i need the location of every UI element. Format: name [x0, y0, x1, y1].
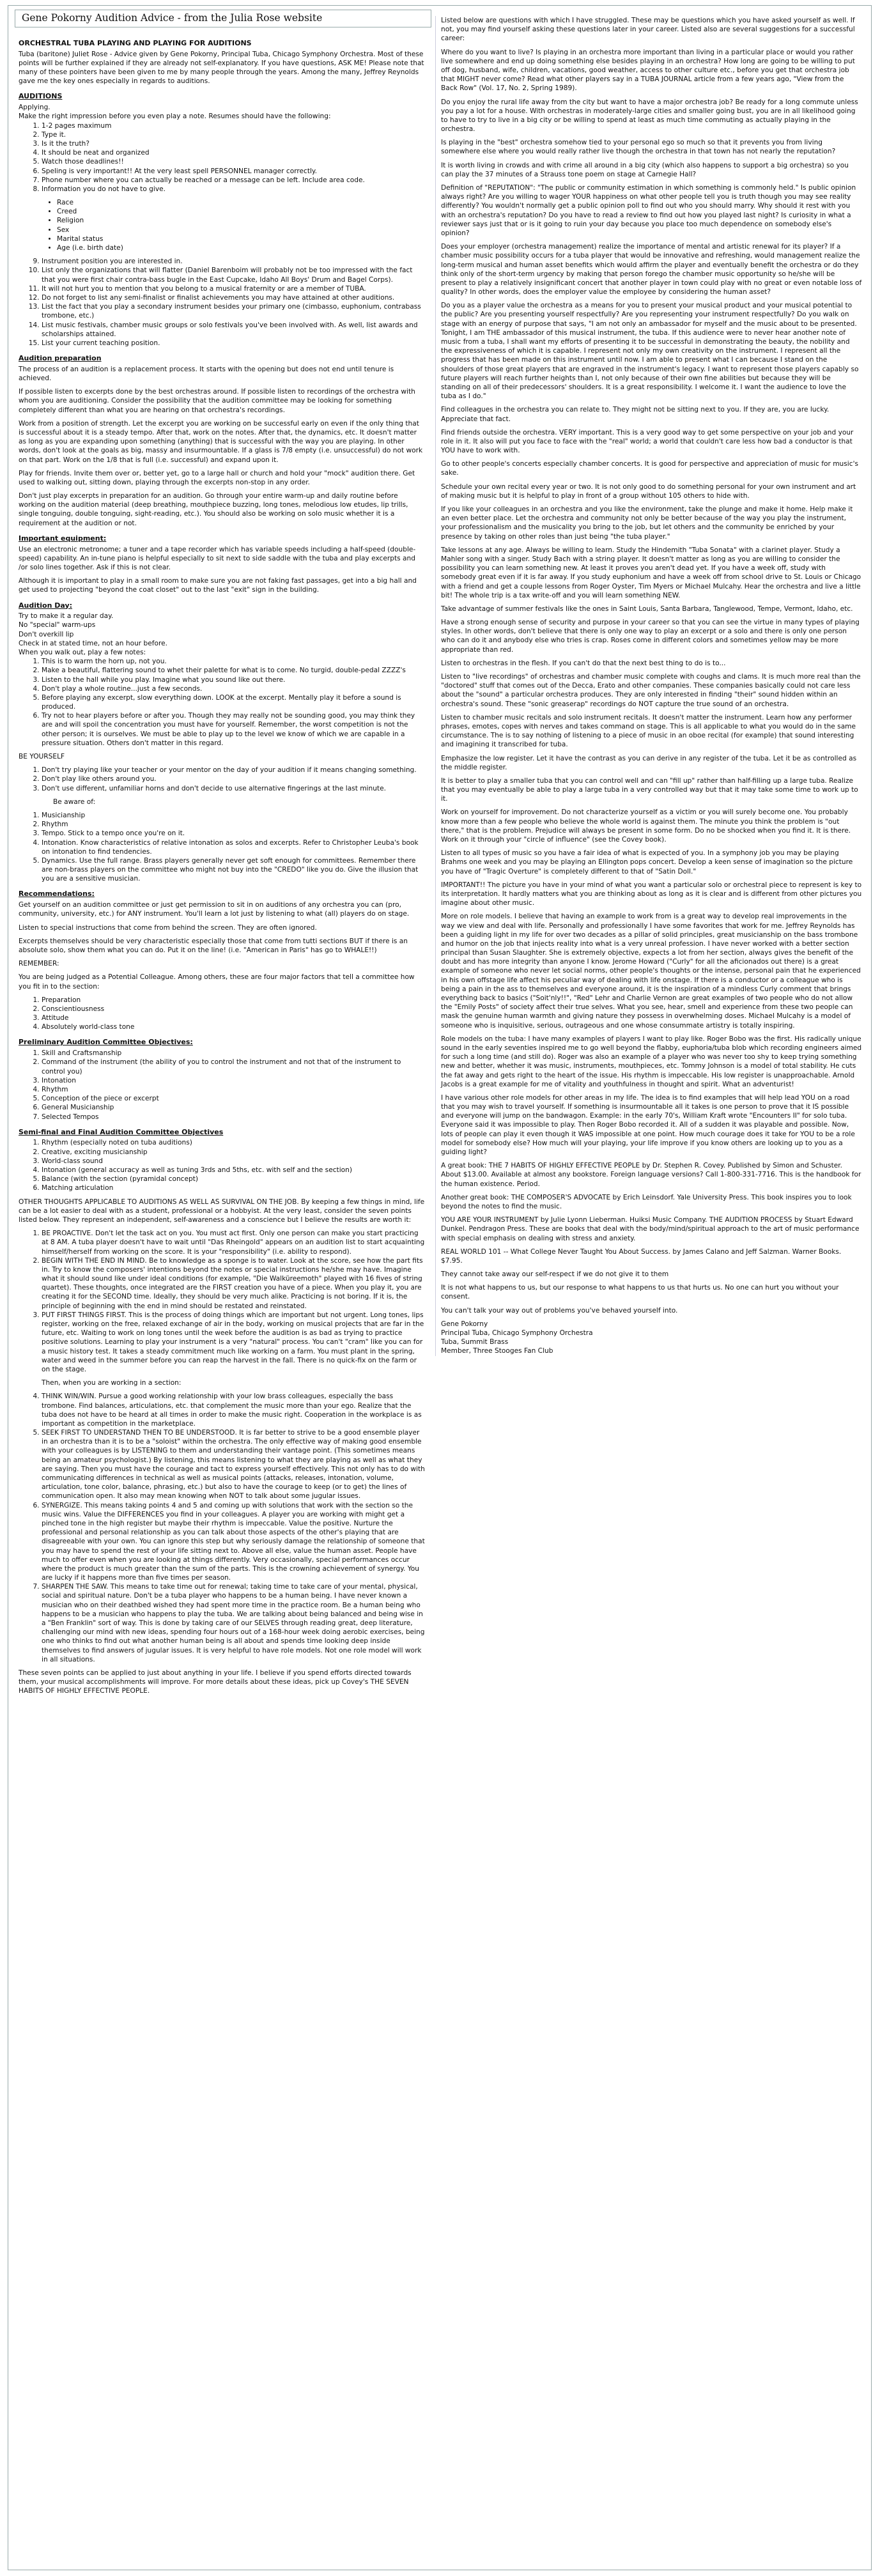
- paragraph: If you like your colleagues in an orchestra and you like the environment, take the plunge and make it home. Help make it an even better place. Let the orchestra and community not only be better because of the way you play the instrument, your professionalism and the musicality you bring to the job, but let others and the community be enriched by your presence by taking on other roles than just being "the tuba player.": [441, 505, 853, 541]
- list-item: 2. Rhythm: [42, 820, 426, 829]
- semifinal-heading: Semi-final and Final Audition Committee Objectives: [19, 1127, 224, 1136]
- signature-line: Gene Pokorny: [441, 1320, 488, 1328]
- paragraph: Work from a position of strength. Let the excerpt you are working on be successful early on even if the only thing that is successful about it is a steady tempo. After that, work on the notes. After that, the dynamics, etc. It doesn't matter as long as you are expanding upon something (anything) that is successful with the way you are playing. In other words, don't look at the goals as big, massy and insurmountable. If a glass is 7/8 empty (i.e. unsuccessful) do not work on that part. Work on the 1/8 that is full (i.e. successful) and expand upon it.: [19, 419, 423, 464]
- recommendations-heading: Recommendations:: [19, 890, 95, 899]
- list-item: 5. Before playing any excerpt, slow everything down. LOOK at the excerpt. Mentally play it before a sound is produced.: [42, 693, 426, 711]
- paragraph: Do you enjoy the rural life away from the city but want to have a major orchestra job? Be ready for a long commute unless you pay a lot for a house. With orchestras in moderately-large cities and smaller going bust, you are in all likelihood going to have to try to live in a big city or be willing to spend at least as much time commuting as actually playing in the orchestra.: [441, 98, 858, 134]
- resume-list: [19, 121, 426, 194]
- list-item: 6. Speling is very important!! At the very least spell PERSONNEL manager correctly.: [42, 167, 426, 176]
- seven-points-list: [19, 1229, 426, 1374]
- semifinal-list: [19, 1138, 426, 1192]
- paragraph: Listen to all types of music so you have a fair idea of what is expected of you. In a symphony job you may be playing Brahms one week and you may be playing an Ellington pops concert. Develop a keen sense of imagination so the picture you have of "Tragic Overture" is completely different to that of "Satin Doll.": [441, 849, 853, 875]
- resume-list-continued: [19, 257, 426, 348]
- list-item: 6. SYNERGIZE. This means taking points 4 and 5 and coming up with solutions that work with the section so the music wins. Value the DIFFERENCES you find in your colleagues. A player you are working with might get a pinched tone in the high register but maybe their rhythm is impeccable. Value the positive. Nurture the professional and personal relationship as you can talk about those aspects of the other's playing that are disagreeable with your own. You can ignore this step but why seriously damage the relationship of someone that you may have to spend the rest of your life sitting next to. Above all else, value the human asset. People have much to offer even when you are looking at things differently. Very occasionally, special performances occur where the product is much greater than the sum of the parts. This is the crowning achievement of synergy. You are lucky if it happens more than five times per season.: [42, 1501, 426, 1583]
- auditions-heading: AUDITIONS: [19, 92, 63, 101]
- paragraph: It is better to play a smaller tuba that you can control well and can "fill up" rather than half-filling up a large tuba. Realize that you may eventually be able to play a large tuba in a very controlled way but that it may take some time to work up to it.: [441, 776, 858, 803]
- list-item: 2. Creative, exciting musicianship: [42, 1148, 426, 1157]
- list-item: 1. BE PROACTIVE. Don't let the task act on you. You must act first. Only one person can make you start practicing at 8 AM. A tuba player doesn't have to wait until "Das Rheingold" appears on an audition list to start acquainting himself/herself from working on the score. It is your "responsibility" (i.e. ability to respond).: [42, 1229, 426, 1256]
- list-item: 3. Listen to the hall while you play. Imagine what you sound like out there.: [42, 675, 426, 684]
- paragraph: Listen to orchestras in the flesh. If you can't do that the next best thing to do is to...: [441, 659, 726, 667]
- list-item: 3. Is it the truth?: [42, 139, 426, 148]
- be-yourself-list: [19, 766, 426, 793]
- list-item: • Sex: [57, 226, 426, 235]
- other-thoughts-paragraph: OTHER THOUGHTS APPLICABLE TO AUDITIONS AS WELL AS SURVIVAL ON THE JOB. By keeping a few things in mind, life can be a lot easier to deal with as a student, professional or a hobbyist. At the very least, consider the seven points listed below. They represent an independent, self-awareness and a conscience but I believe the results are worth it:: [19, 1198, 425, 1224]
- list-item: 7. SHARPEN THE SAW. This means to take time out for renewal; taking time to take care of your mental, physical, social and spiritual nature. Don't be a tuba player who happens to be a human being. I have never known a musician who on their deathbed wished they had spent more time in the practice room. Be a human being who happens to be a musician who happens to play the tuba. We are talking about being balanced and being wise in a "Ben Franklin" sort of way. This is done by taking care of our SELVES through reading great, deep literature, challenging our mind with new ideas, spending four hours out of a 168-hour week doing aerobic exercises, being one who thinks to find out what another human being is all about and spends time looking deep inside themselves to find answers of jugular issues. It is very helpful to have role models. Not one role model will work in all situations.: [42, 1582, 426, 1664]
- aware-label: Be aware of:: [53, 798, 96, 806]
- list-item: 5. Watch those deadlines!!: [42, 157, 426, 166]
- paragraph: Role models on the tuba: I have many examples of players I want to play like. Roger Bobo was the first. His radically unique sound in the early seventies inspired me to go well beyond the flabby, euphoria/tuba blob which recording engineers aimed for such a long time (and still do). Roger was also an example of a player who was never too shy to keep trying something new and better, whether it was music, instruments, mouthpieces, etc. Tommy Johnson is a model of total stability. He cuts the fat away and gets right to the heart of the issue. His rhythm is impeccable. His low register is unapproachable. Arnold Jacobs is a great example for me of vitality and youthfulness in thought and spirit. What an adventurist!: [441, 1035, 862, 1088]
- list-item: 4. Absolutely world-class tone: [42, 1022, 426, 1031]
- paragraph: Go to other people's concerts especially chamber concerts. It is good for perspective and appreciation of music for music's sake.: [441, 460, 858, 477]
- list-item: 5. Conception of the piece or excerpt: [42, 1094, 426, 1103]
- be-yourself-label: BE YOURSELF: [19, 753, 65, 761]
- audition-day-heading: Audition Day:: [19, 601, 73, 610]
- list-item: 2. BEGIN WITH THE END IN MIND. Be to knowledge as a sponge is to water. Look at the score, see how the part fits in. Try to know the composers' intentions beyond the notes or special instructions he/she may have. Imagine what it should sound like under ideal conditions (for example, "Die Walküreemoth" played with 16 fives of string quartet). These thoughts, once integrated are the FIRST creation you have of a piece. When you play it, you are creating it for the SECOND time. Ideally, they should be very much alike. Practicing is not boring. If it is, the principle of beginning with the end in mind should be restated and reinstated.: [42, 1256, 426, 1311]
- list-item: • Race: [57, 198, 426, 207]
- list-item: 4. Intonation. Know characteristics of relative intonation as solos and excerpts. Refer to Christopher Leuba's book on intonation to find tendencies.: [42, 838, 426, 856]
- four-factors-list: [19, 996, 426, 1032]
- list-item: 5. Balance (with the section (pyramidal concept): [42, 1175, 426, 1184]
- preliminary-list: [19, 1049, 426, 1122]
- paragraph: The process of an audition is a replacement process. It starts with the opening but does not end until tenure is achieved.: [19, 365, 394, 383]
- list-item: • Religion: [57, 216, 426, 225]
- list-item: 1. Musicianship: [42, 811, 426, 820]
- list-item: 3. Intonation: [42, 1076, 426, 1085]
- list-item: 13. List the fact that you play a secondary instrument besides your primary one (cimbasso, euphonium, contrabass trombone, etc.): [42, 302, 426, 320]
- list-item: • Creed: [57, 207, 426, 216]
- list-item: 7. Phone number where you can actually be reached or a message can be left. Include area code.: [42, 176, 426, 185]
- paragraph: Don't just play excerpts in preparation for an audition. Go through your entire warm-up and daily routine before working on the audition material (deep breathing, mouthpiece buzzing, long tones, melodious low etudes, lip trills, single tonguing, double tonguing, sight-reading, etc.). You should also be working on solo music whether it is a requirement at the audition or not.: [19, 492, 408, 527]
- list-item: 4. It should be neat and organized: [42, 148, 426, 157]
- paragraph: You can't talk your way out of problems you've behaved yourself into.: [441, 1306, 678, 1315]
- list-item: 5. SEEK FIRST TO UNDERSTAND THEN TO BE UNDERSTOOD. It is far better to strive to be a good ensemble player in an orchestra than it is to be a "soloist" within the orchestra. The only effective way of making good ensemble with your colleagues is by LISTENING to them and understanding their vantage point. (This sometimes means being an amateur psychologist.) By listening, this means listening to what they are playing as well as what they are saying. Then you must have the courage and tact to express yourself effectively. This not only has to do with communicating differences in technical as well as musical points (attacks, releases, intonation, volume, articulation, tone color, balance, phrasing, etc.) but also to have the courage to keep (or to get) the lines of communication open. It also may mean knowing when NOT to talk about some jugular issues.: [42, 1428, 426, 1501]
- list-item: 12. Do not forget to list any semi-finalist or finalist achievements you may have attained at other auditions.: [42, 293, 426, 302]
- left-column: [13, 33, 431, 1701]
- list-item: 1. 1-2 pages maximum: [42, 121, 426, 130]
- day-line: No "special" warm-ups: [19, 621, 96, 629]
- paragraph: More on role models. I believe that having an example to work from is a great way to develop real improvements in the way we view and deal with life. Personally and professionally I have some favorites that work for me. Jeffrey Reynolds has been a guiding light in my life for over two decades as a pillar of solid principles, great musicianship on the bass trombone and humor on the job that injects reality into what is a very unreal profession. I have never worked with a better section principal than Susan Slaughter. She is extremely objective, expects a lot from her section, always gives the benefit of the doubt and has more integrity than anyone I know. Jerome Howard ("Curly" for all the aficionados out there) is a great example of someone who never let social norms, other people's thoughts or the intense, personal pain that he experienced in his own offstage life affect his peculiar way of dealing with life onstage. If there is a conductor or a colleague who is being a pain in the ass to themselves and everyone around, it is the inspiration of a mindless Curly comment that brings everything back to basics ("Soit'nly!!", "Red" Lehr and Charlie Vernon are great examples of two people who do not allow the "Emily Posts" of society affect their true selves. What you see, hear, smell and experience from these two people can mask the genuine human warmth and giving nature they possess in overwhelming doses. Michael Mulcahy is a model of someone who is inquisitive, serious, outrageous and one whose consummate artistry is totally inspiring.: [441, 913, 861, 1030]
- remember-label: REMEMBER:: [19, 960, 59, 968]
- list-item: 15. List your current teaching position.: [42, 339, 426, 348]
- paragraph: You are being judged as a Potential Colleague. Among others, these are four major factors that tell a committee how you fit in to the section:: [19, 973, 415, 991]
- list-item: 4. Rhythm: [42, 1085, 426, 1094]
- list-item: 6. Matching articulation: [42, 1184, 426, 1192]
- paragraph: I have various other role models for other areas in my life. The idea is to find examples that will help lead YOU on a road that you may wish to travel yourself. If something is insurmountable all it takes is one person to prove that it IS possible and everyone will jump on the bandwagon. Example: in the early 70's, William Kraft wrote "Encounters II" for solo tuba. Everyone said it was impossible to play. Then Roger Bobo recorded it. All of a sudden it was playable and possible. Now, lots of people can play it even though it WAS impossible at one point. How much courage does it take for YOU to be a role model for somebody else? How much will your playing, your life improve if you know others are looking up to you as a guiding light?: [441, 1093, 855, 1156]
- list-item: 3. Tempo. Stick to a tempo once you're on it.: [42, 829, 426, 838]
- paragraph: YOU ARE YOUR INSTRUMENT by Julie Lyonn Lieberman. Huiksi Music Company. THE AUDITION PROCESS by Stuart Edward Dunkel. Pendragon Press. These are books that deal with the body/mind/spiritual approach to the art of music performance with special emphasis on dealing with stress and anxiety.: [441, 1216, 860, 1242]
- paragraph: Listen to "live recordings" of orchestras and chamber music complete with coughs and clams. It is much more real than the "doctored" stuff that comes out of the Decca, Erato and other companies. These companies basically could not care less about the "sound" a particular orchestra produces. They are only interested in finding "their" sound hidden within an orchestra's sound. These "sonic greaserap" recordings do NOT capture the true sound of an orchestra.: [441, 673, 861, 708]
- signature-line: Tuba, Summit Brass: [441, 1338, 509, 1346]
- list-item: 4. Don't play a whole routine...just a few seconds.: [42, 684, 426, 693]
- applying-sub: Make the right impression before you even play a note. Resumes should have the following:: [19, 112, 331, 121]
- paragraph: IMPORTANT!! The picture you have in your mind of what you want a particular solo or orchestral piece to represent is key to its interpretation. It hardly matters what you are thinking about as long as it is clear and is different from other pictures you imagine about other music.: [441, 881, 862, 907]
- list-item: 1. Rhythm (especially noted on tuba auditions): [42, 1138, 426, 1147]
- paragraph: Where do you want to live? Is playing in an orchestra more important than living in a particular place or would you rather live somewhere and end up doing something else besides playing in an orchestra? How long are going to be willing to put off dog, husband, wife, children, vacations, good weather, access to other culture etc., before you get that orchestra job that MIGHT never come? Read what other players say in a TUBA JOURNAL article from a few years ago, "View from the Back Row" (Vol. 17, No. 2, Spring 1989).: [441, 48, 855, 93]
- paragraph: Find colleagues in the orchestra you can relate to. They might not be sitting next to you. If they are, you are lucky. Appreciate that fact.: [441, 406, 830, 423]
- paragraph: Do you as a player value the orchestra as a means for you to present your musical product and your musical potential to the public? Are you presenting yourself respectfully? Are you representing your instrument respectfully? Do you walk on stage with an energy of purpose that says, "I am not only an ambassador for myself and the music about to be presented. Tonight, I am THE ambassador of this musical instrument, the tuba. If this audience were to never hear another note of music from a tuba, I shall want my efforts of presenting it to be successful in demonstrating the beauty, the nobility and the expressiveness of which it is capable. I represent not only my own creativity on the instrument. I represent all the progress that has been made on this instrument until now. I am able to present what I can because I stand on the shoulders of those great players that are engraved in the instrument's legacy. I want to represent those players capably so future players will reach further heights than I, not only because of their own fine abilities but because they will be standing on all of their predecessors' shoulders. It is a great responsibility. I welcome it. I want the audience to love the tuba as I do.": [441, 302, 859, 401]
- list-item: 10. List only the organizations that will flatter (Daniel Barenboim will probably not be too impressed with the fact that you were first chair contra-bass bugle in the East Cupcake, Idaho All Boys' Drum and Bagel Corps).: [42, 266, 426, 284]
- list-item: • Age (i.e. birth date): [57, 243, 426, 252]
- paragraph: Although it is important to play in a small room to make sure you are not faking fast passages, get into a big hall and get used to projecting "beyond the coat closet" out to the last "exit" sign in the building.: [19, 577, 417, 594]
- list-item: 9. Instrument position you are interested in.: [42, 257, 426, 266]
- paragraph: Listen to special instructions that come from behind the screen. They are often ignored.: [19, 923, 317, 932]
- list-item: 14. List music festivals, chamber music groups or solo festivals you've been involved with. As well, list awards and scholarships attained.: [42, 321, 426, 339]
- working-label: Then, when you are working in a section:: [42, 1379, 181, 1387]
- list-item: 2. Conscientiousness: [42, 1005, 426, 1014]
- paragraph: Another great book: THE COMPOSER'S ADVOCATE by Erich Leinsdorf. Yale University Press. This book inspires you to look beyond the notes to find the music.: [441, 1193, 852, 1210]
- paragraph: Is playing in the "best" orchestra somehow tied to your personal ego so much so that it prevents you from living somewhere else where you would really rather live though the orchestra in that town has not nearly the reputation?: [441, 139, 836, 156]
- list-item: 1. Skill and Craftsmanship: [42, 1049, 426, 1058]
- list-item: 5. Dynamics. Use the full range. Brass players generally never get soft enough for committees. Remember there are non-brass players on the committee who might not buy into the "CREDO" like you do. Give the illusion that you are a sensitive musician.: [42, 856, 426, 884]
- paragraph: Take advantage of summer festivals like the ones in Saint Louis, Santa Barbara, Tanglewood, Tempe, Vermont, Idaho, etc.: [441, 605, 853, 613]
- page-frame: [8, 5, 872, 2570]
- signature-line: Member, Three Stooges Fan Club: [441, 1347, 553, 1355]
- intro-paragraph: Tuba (baritone) Juliet Rose - Advice given by Gene Pokorny, Principal Tuba, Chicago Symphony Orchestra. Most of these points will be further explained if they are already not self-explanatory. If you have questions, ASK ME! Please note that many of these pointers have been given to me by many people through the years. Among the many, Jeffrey Reynolds gave me the key ones especially in regards to auditions.: [19, 50, 424, 86]
- paragraph: Take lessons at any age. Always be willing to learn. Study the Hindemith "Tuba Sonata" with a clarinet player. Study a Mahler song with a singer. Study Bach with a string player. It doesn't matter as long as you are willing to consider the possibility you can learn something new. At least it proves you aren't dead yet. If you have a week off, study with somebody great even if it is far away. If you study euphonium and have a week off from school drive to St. Louis or Chicago with a friend and get a couple lessons from Roger Oyster, Tim Myers or Michael Mulcahy. Hear the orchestra and live a little bit! The whole trip is a tax write-off and you will learn something NEW.: [441, 546, 861, 599]
- paragraph: If possible listen to excerpts done by the best orchestras around. If possible listen to recordings of the orchestra with whom you are auditioning. Consider the possibility that the audition committee may be looking for something completely different than what you are hearing on that orchestra's recordings.: [19, 388, 415, 414]
- paragraph: They cannot take away our self-respect if we do not give it to them: [441, 1270, 669, 1279]
- paragraph: Schedule your own recital every year or two. It is not only good to do something personal for your own instrument and art of making music but it is helpful to play in front of a group without 105 others to hide with.: [441, 482, 856, 500]
- right-column: [435, 16, 867, 1356]
- equipment-heading: Important equipment:: [19, 534, 107, 543]
- list-item: 6. Try not to hear players before or after you. Though they may really not be sounding good, you may think they are and will spoil the concentration you must have for yourself. Remember, the worst competition is not the other person; it is ourselves. We must be able to play up to the level we know of which we are capable in a pressure situation. Others don't matter in this regard.: [42, 711, 426, 748]
- paragraph: Emphasize the low register. Let it have the contrast as you can derive in any register of the tuba. Let it be as controlled as the middle register.: [441, 754, 857, 771]
- list-item: 11. It will not hurt you to mention that you belong to a musical fraternity or are a member of TUBA.: [42, 284, 426, 293]
- preparation-heading: Audition preparation: [19, 354, 102, 363]
- paragraph: Get yourself on an audition committee or just get permission to sit in on auditions of any orchestra you can (pro, community, university, etc.) for ANY instrument. You'll learn a lot just by listening to what (all) players do on stage.: [19, 901, 410, 918]
- day-line: Check in at stated time, not an hour before.: [19, 639, 167, 647]
- paragraph: Work on yourself for improvement. Do not characterize yourself as a victim or you will surely become one. You probably know more than a few people who believe the whole world is against them. The minute you think the problem is "out there," that is the problem. Prejudice will always be present in some form. Do no be shocked when you find it. It is there. Work on it through your "circle of influence" (see the Covey book).: [441, 808, 851, 844]
- closing-paragraph: These seven points can be applied to just about anything in your life. I believe if you spend efforts directed towards them, your musical accomplishments will improve. For more details about these ideas, pick up Covey's THE SEVEN HABITS OF HIGHLY EFFECTIVE PEOPLE.: [19, 1669, 412, 1695]
- paragraph: Use an electronic metronome; a tuner and a tape recorder which has variable speeds including a half-speed (double-speed) capability. An in-tune piano is helpful especially to sit next to side saddle with the tuba and play excerpts and /or solo lines together. Ask if this is not clear.: [19, 545, 416, 571]
- list-item: 4. THINK WIN/WIN. Pursue a good working relationship with your low brass colleagues, especially the bass trombone. Find balances, articulations, etc. that complement the music more than your ego. Realize that the tuba does not have to be heard at all times in order to make the music right. Cooperation in the workplace is as important as competition in the marketplace.: [42, 1392, 426, 1428]
- paragraph: REAL WORLD 101 -- What College Never Taught You About Success. by James Calano and Jeff Salzman. Warner Books. $7.95.: [441, 1247, 842, 1265]
- list-item: 1. This is to warm the horn up, not you.: [42, 657, 426, 666]
- list-item: 1. Preparation: [42, 996, 426, 1005]
- day-line: Don't overkill lip: [19, 630, 74, 638]
- list-item: 3. World-class sound: [42, 1157, 426, 1166]
- personal-info-list: [19, 198, 426, 252]
- paragraph: It is not what happens to us, but our response to what happens to us that hurts us. No one can hurt you without your consent.: [441, 1284, 839, 1301]
- main-heading: ORCHESTRAL TUBA PLAYING AND PLAYING FOR AUDITIONS: [19, 39, 252, 47]
- page-title: Gene Pokorny Audition Advice - from the Julia Rose website: [15, 10, 431, 27]
- list-item: 2. Make a beautiful, flattering sound to whet their palette for what is to come. No turgid, double-pedal ZZZZ's: [42, 666, 426, 675]
- aware-list: [19, 811, 426, 884]
- signature-line: Principal Tuba, Chicago Symphony Orchestra: [441, 1329, 593, 1337]
- list-item: 6. General Musicianship: [42, 1103, 426, 1112]
- list-item: 1. Don't try playing like your teacher or your mentor on the day of your audition if it means changing something.: [42, 766, 426, 775]
- day-line: When you walk out, play a few notes:: [19, 648, 146, 656]
- paragraph: A great book: THE 7 HABITS OF HIGHLY EFFECTIVE PEOPLE by Dr. Stephen R. Covey. Published by Simon and Schuster. About $13.00. Available at almost any bookstore. Foreign language versions? Call 1-800-331-7716. This is the handbook for the human existence. Period.: [441, 1162, 861, 1188]
- list-item: • Marital status: [57, 235, 426, 243]
- paragraph: It is worth living in crowds and with crime all around in a big city (which also happens to support a big orchestra) so you can play the 37 minutes of a Strauss tone poem on stage at Carnegie Hall?: [441, 161, 849, 178]
- paragraph: Play for friends. Invite them over or, better yet, go to a large hall or church and hold your "mock" audition there. Get used to walking out, sitting down, playing through the excerpts non-stop in any order.: [19, 469, 415, 486]
- preliminary-heading: Preliminary Audition Committee Objectives:: [19, 1038, 193, 1047]
- list-item: 3. Attitude: [42, 1014, 426, 1022]
- list-item: 2. Type it.: [42, 130, 426, 139]
- list-item: 2. Command of the instrument (the ability of you to control the instrument and not that of the instrument to control you): [42, 1058, 426, 1076]
- list-item: 8. Information you do not have to give.: [42, 185, 426, 194]
- day-line: Try to make it a regular day.: [19, 612, 114, 621]
- paragraph: Definition of "REPUTATION": "The public or community estimation in which something is commonly held." Is public opinion always right? Are you willing to wager YOUR happiness on what other people tell you is truth though you may see reality differently? You wouldn't normally get a public opinion poll to find out who you should marry. Why should it rest with you with an orchestra's reputation? Do you have to read a review to find out how you played last night? Is curiosity in what a reviewer says just that or is it going to ruin your day because you place too much dependence on somebody else's opinion?: [441, 184, 856, 237]
- list-item: 3. Don't use different, unfamiliar horns and don't decide to use alternative fingerings at the last minute.: [42, 784, 426, 793]
- signature-block: [441, 1320, 862, 1356]
- list-item: 2. Don't play like others around you.: [42, 775, 426, 783]
- paragraph: Find friends outside the orchestra. VERY important. This is a very good way to get some perspective on your job and your role in it. It also will put you face to face with the "real" world; a world that couldn't care less how bad a conductor is that YOU have to work with.: [441, 428, 854, 455]
- day-list: [19, 657, 426, 748]
- applying-label: Applying.: [19, 104, 50, 112]
- paragraph: Listed below are questions with which I have struggled. These may be questions which you have asked yourself as well. If not, you may find yourself asking these questions later in your career. Listed also are several suggestions for a successful career:: [441, 17, 855, 43]
- paragraph: Have a strong enough sense of security and purpose in your career so that you can see the virtue in many types of playing styles. In other words, don't believe that there is only one way to play an excerpt or a solo and there is only one person who can do it and anybody else who tries is crap. Roses come in different colors and sometimes yellow may be more appropriate than red.: [441, 619, 860, 654]
- paragraph: Excerpts themselves should be very characteristic especially those that come from tutti sections BUT if there is an absolute solo, show them what you can do. Put it on the line! (i.e. "American in Paris" has go to WHALE!!): [19, 937, 408, 954]
- working-list: [19, 1392, 426, 1664]
- list-item: 3. PUT FIRST THINGS FIRST. This is the process of doing things which are important but not urgent. Long tones, lips register, working on the free, relaxed exchange of air in the body, working on musical projects that are far in the future, etc. Waiting to work on long tones until the week before the audition is as bad as trying to practice positive solutions. Learning to play your instrument is a very "natural" process. You can't "cram" like you can for a music history test. It takes a steady commitment much like working on a farm. You must plant in the spring, water and weed in the summer before you can reap the harvest in the fall. There is no quick-fix on the farm or on the stage.: [42, 1311, 426, 1374]
- list-item: 4. Intonation (general accuracy as well as tuning 3rds and 5ths, etc. with self and the section): [42, 1166, 426, 1175]
- paragraph: Listen to chamber music recitals and solo instrument recitals. It doesn't matter the instrument. Learn how any performer phrases, emotes, copes with nerves and takes command on stage. This is all applicable to what you would do in the same circumstance. The is to say nothing of listening to a piece of music in an oboe recital (for example) that sound interesting and imagining it transcribed for tuba.: [441, 713, 856, 749]
- list-item: 7. Selected Tempos: [42, 1113, 426, 1122]
- paragraph: Does your employer (orchestra management) realize the importance of mental and artistic renewal for its player? If a chamber music possibility occurs for a tuba player that would be innovative and refreshing, would management realize the long-term musical and human asset benefits which would affirm the player and eventually benefit the orchestra or do they think only of the short-term urgency by making that person forego the chamber music opportunity so he/she will be present to play a relatively insignificant concert that another player in town could play with no great or even notable loss of quality? In other words, does the employer value the employee by considering the human asset?: [441, 243, 862, 297]
